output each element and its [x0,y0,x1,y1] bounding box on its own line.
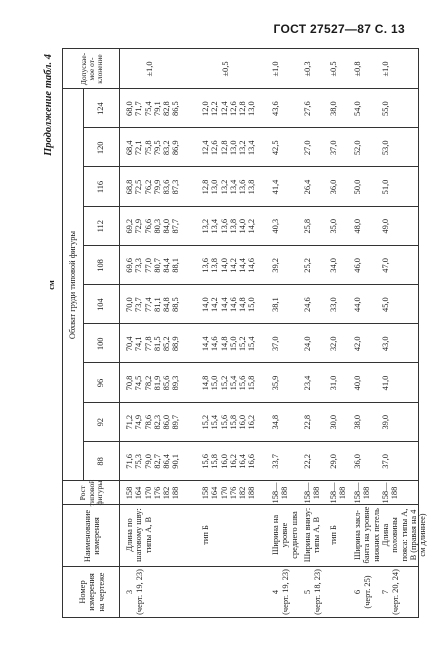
chest-value: 70,4 74,1 77,8 81,5 85,2 88,9 [125,336,181,352]
tolerance-value: ±0,8 [353,61,362,77]
measurement-name: Длина половины пояса: типы А, В (правая на 4 см длиннее) [381,508,427,562]
measurement-name: Длина по шаговому шву: типы А, В [125,508,153,562]
chest-value: 37,0 [329,140,338,156]
figure-height: 158— 188 [329,482,348,504]
chest-value: 14,8 15,0 15,2 15,4 15,6 15,8 [201,375,257,391]
chest-value: 12,0 12,2 12,4 12,6 12,8 13,0 [201,101,257,116]
chest-value: 50,0 [353,179,362,195]
chest-value: 71,6 75,3 79,0 82,7 86,4 90,1 [125,454,181,469]
chest-value: 40,3 [271,218,280,234]
chest-size-header: 116 [96,180,106,194]
chest-value: 12,4 12,6 12,8 13,0 13,2 13,4 [201,140,257,156]
col-header-name: Наименование измерения [82,509,101,563]
chest-value: 34,8 [271,414,280,430]
units-label: см [47,280,57,290]
measurement-number: 6 [353,589,362,595]
chest-value: 47,0 [381,258,390,273]
measurement-name: тип Б [201,525,210,545]
tolerance-value: ±1,0 [271,61,280,77]
chest-value: 70,8 74,5 78,2 81,9 85,6 89,3 [125,375,181,391]
chest-value: 38,1 [271,297,280,312]
chest-value: 43,6 [271,101,280,116]
chest-value: 48,0 [353,218,362,234]
figure-height: 158 164 170 176 182 188 [201,486,257,500]
chest-value: 41,0 [381,375,390,391]
chest-value: 34,0 [329,258,338,273]
chest-value: 44,0 [353,297,362,312]
chest-size-header: 112 [96,220,106,233]
chest-value: 69,2 72,9 76,6 80,3 84,0 87,7 [125,218,181,234]
chest-value: 46,0 [353,258,362,273]
table-column-divider [63,566,418,567]
chest-value: 37,0 [271,336,280,352]
chest-value: 26,4 [303,179,312,195]
chest-value: 51,0 [381,179,390,195]
figure-height: 158— 188 [271,482,290,504]
chest-value: 22,8 [303,414,312,430]
chest-value: 52,0 [353,140,362,156]
chest-value: 25,8 [303,218,312,234]
chest-value: 31,0 [329,375,338,391]
figure-height: 158 164 170 176 182 188 [125,486,181,500]
chest-value: 38,0 [329,101,338,116]
chest-value: 71,2 74,9 78,6 82,3 86,0 89,7 [125,414,181,430]
measurement-name: Ширина на уровне среднего шва [271,511,299,559]
table-continuation-title: Продолжение табл. 4 [43,54,54,156]
chest-size-header: 100 [96,337,106,351]
chest-value: 25,2 [303,258,312,273]
col-header-tolerance: Допускае-мое от-клонение [78,52,105,86]
chest-value: 49,0 [381,218,390,234]
chest-value: 27,6 [303,101,312,116]
figure-height: 158— 188 [353,482,372,504]
chest-value: 14,4 14,6 14,8 15,0 15,2 15,4 [201,336,257,352]
table-header-divider [119,49,120,617]
chest-size-header: 120 [96,141,106,155]
drawing-reference: (черт. 25) [363,575,372,609]
chest-size-header: 88 [96,457,106,466]
chest-value: 24,0 [303,336,312,352]
tolerance-value: ±1,0 [381,61,390,77]
measurement-number: 7 [381,589,390,595]
chest-value: 33,0 [329,297,338,312]
chest-value: 69,6 73,3 77,0 80,7 84,4 88,1 [125,258,181,273]
chest-size-header: 104 [96,298,106,311]
tolerance-value: ±0,5 [329,61,338,77]
figure-height: 158— 188 [381,482,400,504]
chest-value: 29,0 [329,454,338,469]
chest-value: 33,7 [271,454,280,469]
chest-size-header: 124 [96,102,106,115]
chest-size-header: 92 [96,418,106,427]
chest-value: 22,2 [303,454,312,469]
chest-value: 24,6 [303,297,312,312]
chest-value: 35,9 [271,375,280,391]
chest-value: 55,0 [381,101,390,116]
chest-value: 39,2 [271,258,280,273]
measurement-name: тип Б [329,525,338,545]
tolerance-value: ±1,0 [145,61,154,77]
col-header-chest: Обхват груди типовой фигуры [68,230,78,340]
chest-value: 39,0 [381,414,390,430]
drawing-reference: (черт. 19, 23) [135,569,144,615]
chest-value: 68,8 72,5 76,2 79,9 83,6 87,3 [125,179,181,195]
drawing-reference: (черт. 20, 24) [391,569,400,615]
chest-value: 30,0 [329,414,338,430]
chest-value: 36,0 [353,454,362,469]
chest-value: 13,6 13,8 14,0 14,2 14,4 14,6 [201,258,257,273]
chest-size-header: 108 [96,259,106,272]
chest-value: 68,0 71,7 75,4 79,1 82,8 86,5 [125,101,181,116]
chest-value: 43,0 [381,336,390,352]
chest-value: 35,0 [329,218,338,234]
chest-value: 40,0 [353,375,362,391]
chest-value: 32,0 [329,336,338,352]
chest-value: 41,4 [271,179,280,195]
measurement-number: 4 [271,589,280,595]
measurement-name: Ширина внизу: типы А, В [303,507,322,563]
measurement-number: 3 [125,589,134,595]
measurement-name: Ширина закл-бантa на уровне нижних петель [353,506,381,564]
chest-value: 38,0 [353,414,362,430]
chest-value: 36,0 [329,179,338,195]
chest-value: 70,0 73,7 77,4 81,1 84,8 88,5 [125,297,181,312]
chest-value: 13,2 13,4 13,6 13,8 14,0 14,2 [201,218,257,234]
chest-value: 23,4 [303,375,312,391]
page-header: ГОСТ 27527—87 С. 13 [273,22,405,36]
chest-value: 45,0 [381,297,390,312]
rotated-table-block [40,50,427,618]
figure-height: 158— 188 [303,482,322,504]
table-column-divider [63,504,418,505]
drawing-reference: (черт. 18, 23) [313,569,322,615]
measurement-number: 5 [303,589,312,595]
chest-value: 68,4 72,1 75,8 79,5 83,2 86,9 [125,140,181,156]
chest-value: 27,0 [303,140,312,156]
col-header-number: Номер измерения на чертеже [78,572,106,612]
chest-value: 15,2 15,4 15,6 15,8 16,0 16,2 [201,414,257,430]
chest-value: 54,0 [353,101,362,116]
chest-value: 37,0 [381,454,390,469]
chest-size-header: 96 [96,378,106,388]
chest-value: 15,6 15,8 16,0 16,2 16,4 16,6 [201,454,257,469]
drawing-reference: (черт. 19, 23) [281,569,290,615]
chest-value: 14,0 14,2 14,4 14,6 14,8 15,0 [201,297,257,312]
chest-value: 12,8 13,0 13,2 13,4 13,6 13,8 [201,179,257,195]
chest-value: 42,5 [271,140,280,156]
col-header-height: Рост типовой фигуры [78,479,105,507]
tolerance-value: ±0,5 [221,61,230,77]
chest-value: 53,0 [381,140,390,156]
chest-value: 42,0 [353,336,362,352]
tolerance-value: ±0,3 [303,61,312,77]
